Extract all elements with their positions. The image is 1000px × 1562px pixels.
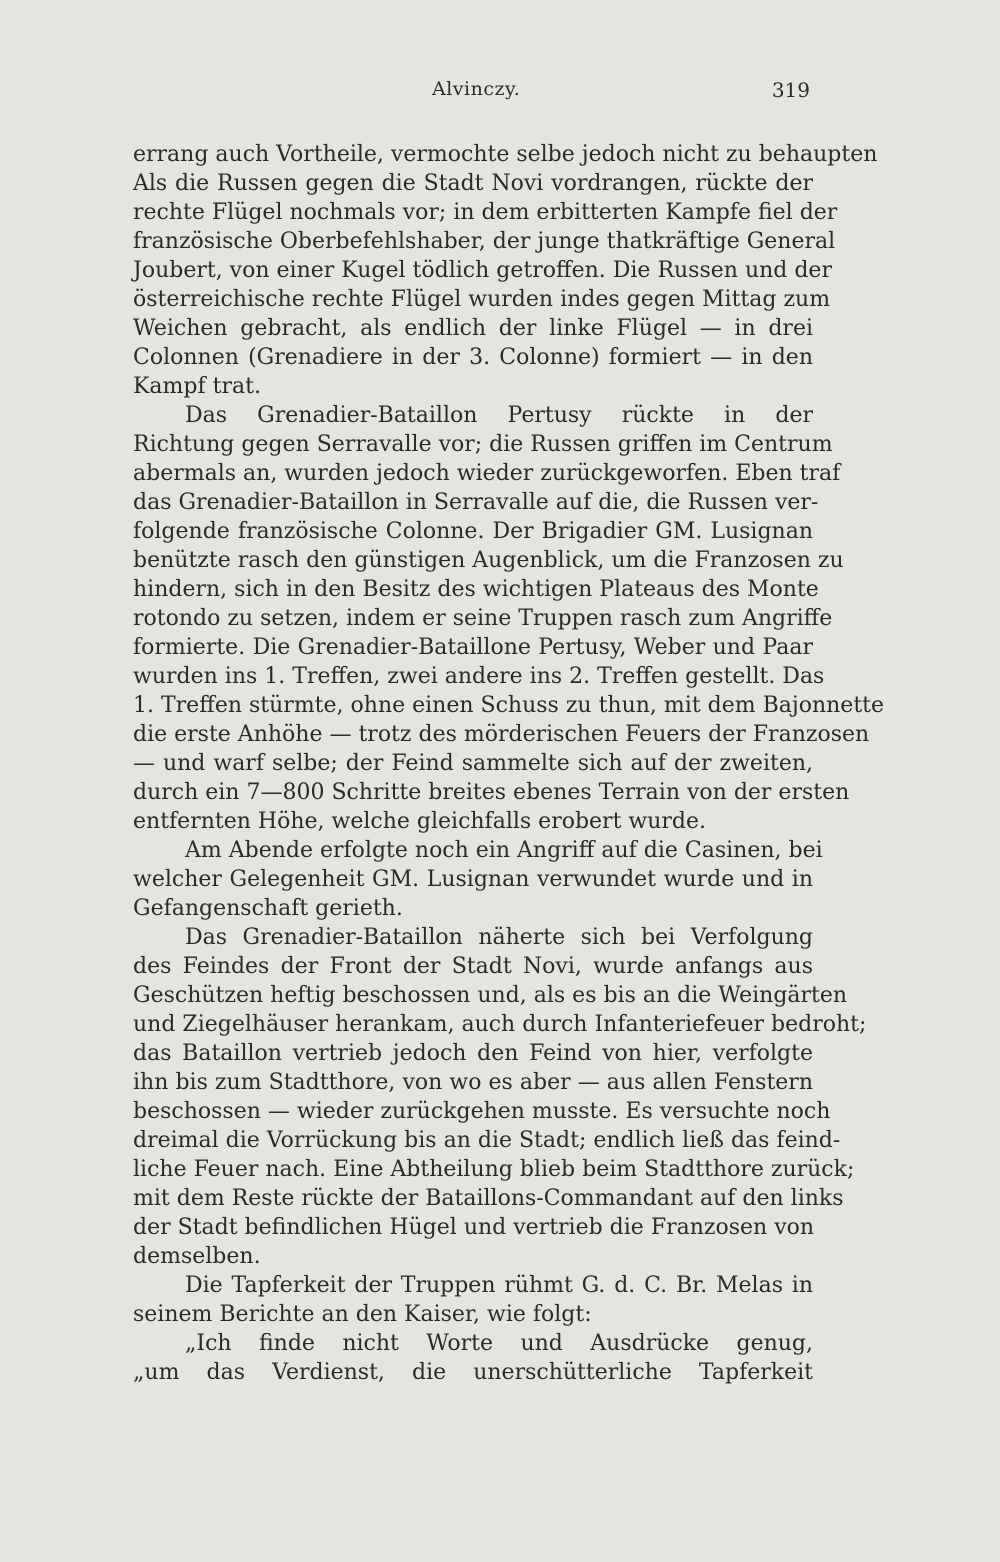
page-number: 319 — [771, 78, 810, 102]
text-line: entfernten Höhe, welche gleichfalls erobert wurde. — [133, 809, 707, 834]
text-line: errang auch Vortheile, vermochte selbe jedoch nicht zu behaupten — [133, 142, 878, 167]
text-line: das Grenadier-Bataillon in Serravalle auf die, die Russen ver- — [133, 490, 819, 515]
text-line: Kampf trat. — [133, 374, 261, 399]
text-line: Geschützen heftig beschossen und, als es bis an die Weingärten — [133, 983, 848, 1008]
text-line: — und warf selbe; der Feind sammelte sich auf der zweiten, — [133, 751, 813, 776]
text-line: des Feindes der Front der Stadt Novi, wurde anfangs aus — [133, 954, 813, 979]
text-line: das Bataillon vertrieb jedoch den Feind von hier, verfolgte — [133, 1041, 813, 1066]
text-line: Das Grenadier-Bataillon Pertusy rückte in der — [185, 403, 813, 428]
text-line: beschossen — wieder zurückgehen musste. Es versuchte noch — [133, 1099, 831, 1124]
text-line: Colonnen (Grenadiere in der 3. Colonne) formiert — in den — [133, 345, 813, 370]
text-line: Am Abende erfolgte noch ein Angriff auf die Casinen, bei — [185, 838, 823, 863]
text-line: benützte rasch den günstigen Augenblick, um die Franzosen zu — [133, 548, 844, 573]
text-line: und Ziegelhäuser herankam, auch durch Infanteriefeuer bedroht; — [133, 1012, 867, 1037]
text-line: rechte Flügel nochmals vor; in dem erbitterten Kampfe fiel der — [133, 200, 838, 225]
text-line: Weichen gebracht, als endlich der linke Flügel — in drei — [133, 316, 813, 341]
text-line: Als die Russen gegen die Stadt Novi vordrangen, rückte der — [133, 171, 813, 196]
text-line: mit dem Reste rückte der Bataillons-Commandant auf den links — [133, 1186, 844, 1211]
text-line: österreichische rechte Flügel wurden indes gegen Mittag zum — [133, 287, 831, 312]
text-line: dreimal die Vorrückung bis an die Stadt; endlich ließ das feind- — [133, 1128, 841, 1153]
body-text — [133, 140, 885, 1387]
text-line: die erste Anhöhe — trotz des mörderischen Feuers der Franzosen — [133, 722, 870, 747]
text-line: 1. Treffen stürmte, ohne einen Schuss zu thun, mit dem Bajonnette — [133, 693, 885, 718]
text-line: seinem Berichte an den Kaiser, wie folgt: — [133, 1302, 592, 1327]
text-line: welcher Gelegenheit GM. Lusignan verwundet wurde und in — [133, 867, 813, 892]
text-line: Joubert, von einer Kugel tödlich getroffen. Die Russen und der — [133, 258, 832, 283]
running-head — [0, 78, 1000, 108]
text-line: Gefangenschaft gerieth. — [133, 896, 403, 921]
text-line: ihn bis zum Stadtthore, von wo es aber — aus allen Fenstern — [133, 1070, 813, 1095]
text-line: liche Feuer nach. Eine Abtheilung blieb beim Stadtthore zurück; — [133, 1157, 855, 1182]
running-title: Alvinczy. — [432, 78, 521, 100]
text-line: der Stadt befindlichen Hügel und vertrieb die Franzosen von — [133, 1215, 815, 1240]
text-line: „um das Verdienst, die unerschütterliche Tapferkeit — [133, 1360, 813, 1385]
text-line: durch ein 7—800 Schritte breites ebenes Terrain von der ersten — [133, 780, 850, 805]
text-line: demselben. — [133, 1244, 261, 1269]
text-line: folgende französische Colonne. Der Brigadier GM. Lusignan — [133, 519, 813, 544]
text-line: abermals an, wurden jedoch wieder zurückgeworfen. Eben traf — [133, 461, 841, 486]
text-line: französische Oberbefehlshaber, der junge thatkräftige General — [133, 229, 836, 254]
text-line: Das Grenadier-Bataillon näherte sich bei Verfolgung — [185, 925, 813, 950]
text-line: „Ich finde nicht Worte und Ausdrücke genug, — [185, 1331, 813, 1356]
text-line: rotondo zu setzen, indem er seine Truppen rasch zum Angriffe — [133, 606, 833, 631]
text-line: hindern, sich in den Besitz des wichtigen Plateaus des Monte — [133, 577, 819, 602]
text-line: Die Tapferkeit der Truppen rühmt G. d. C. Br. Melas in — [185, 1273, 813, 1298]
text-line: formierte. Die Grenadier-Bataillone Pertusy, Weber und Paar — [133, 635, 813, 660]
text-line: Richtung gegen Serravalle vor; die Russen griffen im Centrum — [133, 432, 833, 457]
text-line: wurden ins 1. Treffen, zwei andere ins 2. Treffen gestellt. Das — [133, 664, 825, 689]
